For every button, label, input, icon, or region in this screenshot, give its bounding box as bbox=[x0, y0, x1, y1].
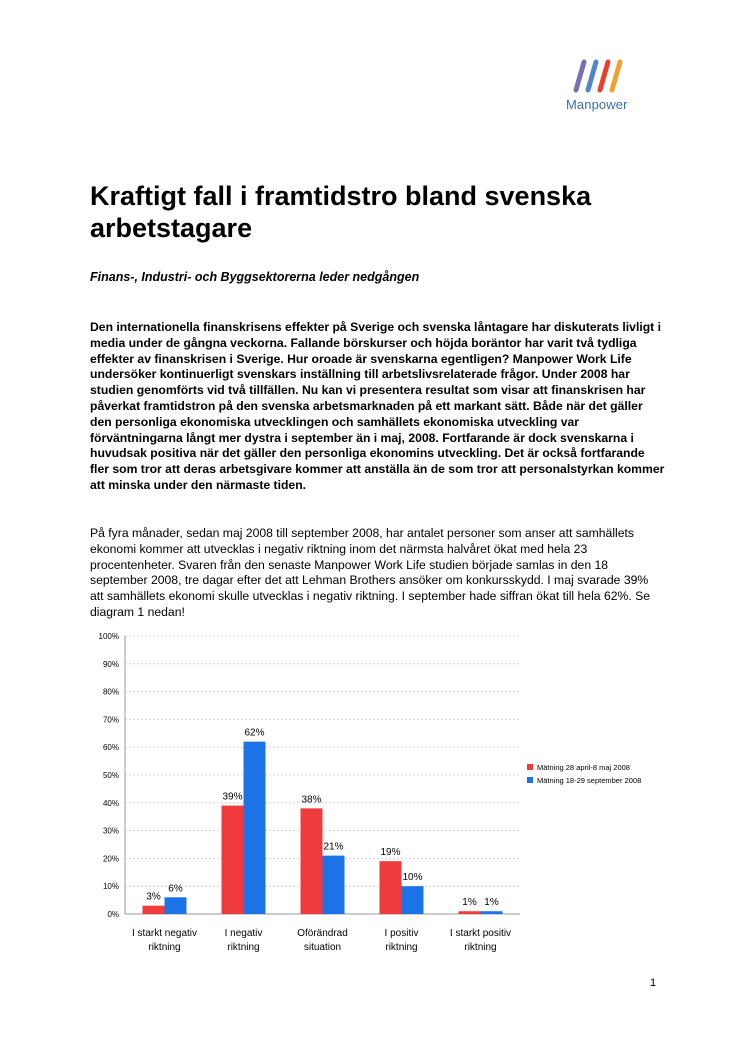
legend-entry: Mätning 18-29 september 2008 bbox=[537, 776, 642, 785]
bar bbox=[459, 911, 481, 914]
bar bbox=[143, 906, 165, 914]
data-label: 38% bbox=[301, 794, 322, 806]
x-tick-label: I negativ bbox=[224, 928, 263, 939]
data-label: 39% bbox=[222, 791, 243, 803]
bar bbox=[380, 861, 402, 914]
data-label: 3% bbox=[146, 891, 161, 903]
y-tick-label: 30% bbox=[102, 826, 119, 836]
bar bbox=[301, 808, 323, 914]
data-label: 62% bbox=[244, 727, 265, 739]
logo-text: Manpower bbox=[566, 97, 628, 112]
x-tick-label: Oförändrad bbox=[297, 928, 348, 939]
bar bbox=[402, 886, 424, 914]
page-number: 1 bbox=[650, 977, 657, 989]
data-label: 21% bbox=[323, 841, 344, 853]
x-tick-label: riktning bbox=[385, 942, 418, 953]
y-tick-label: 20% bbox=[102, 854, 119, 864]
x-tick-label: riktning bbox=[227, 942, 260, 953]
y-tick-label: 0% bbox=[107, 910, 119, 919]
x-tick-label: I starkt positiv bbox=[449, 928, 512, 939]
logo-stripe bbox=[600, 62, 608, 90]
bar bbox=[244, 742, 266, 914]
page-title: Kraftigt fall i framtidstro bland svenska arbetstagare bbox=[90, 181, 592, 243]
lead-paragraph: Den internationella finanskrisens effekter på Sverige och svenska låntagare har diskuterats livligt i media under de gångna veckorna. Fallande börskurser och höjda boräntor har varit två tydliga effekter av finanskrisen i Sverige. Hur oroade är svenskarna egentligen? Manpower Work Life undersöker kontinuerligt svenskars inställning till arbetslivsrelaterade frågor. Under 2008 har studien genomförts vid två tillfällen. Nu kan vi presentera resultat som visar att finanskrisen har påverkat framtidstron på den svenska arbetsmarknaden på ett markant sätt. Både när det gäller den personliga ekonomiska utvecklingen och samhällets ekonomiska utveckling var förväntningarna långt mer dystra i september än i maj, 2008. Fortfarande är dock svenskarna i huvudsak positiva när det gäller den personliga ekonomins utveckling. Det är också fortfarande fler som tror att deras arbetsgivare kommer att anställa än de som tror att personalstyrkan kommer att minska under den närmaste tiden. bbox=[90, 320, 665, 492]
subtitle: Finans-, Industri- och Byggsektorerna leder nedgången bbox=[90, 270, 420, 284]
legend-swatch bbox=[527, 777, 533, 783]
y-tick-label: 60% bbox=[102, 743, 119, 753]
logo-stripe bbox=[588, 62, 596, 90]
bar bbox=[481, 911, 503, 914]
y-tick-label: 80% bbox=[102, 687, 119, 697]
logo-stripe bbox=[576, 62, 584, 90]
y-tick-label: 100% bbox=[98, 632, 119, 641]
data-label: 10% bbox=[402, 872, 423, 884]
x-tick-label: I positiv bbox=[384, 928, 419, 939]
bar bbox=[323, 856, 345, 914]
legend-entry: Mätning 28 april-8 maj 2008 bbox=[537, 763, 630, 772]
y-tick-label: 90% bbox=[102, 659, 119, 669]
y-tick-label: 50% bbox=[102, 771, 119, 780]
x-tick-label: riktning bbox=[148, 942, 181, 953]
bar bbox=[222, 806, 244, 914]
x-tick-label: riktning bbox=[464, 942, 497, 953]
data-label: 1% bbox=[462, 897, 477, 909]
data-label: 1% bbox=[484, 897, 499, 909]
body-paragraph: På fyra månader, sedan maj 2008 till september 2008, har antalet personer som anser att samhällets ekonomi kommer att utvecklas i negativ riktning inom det närmsta halvåret ökat med hela 23 procentenheter. Svaren från den senaste Manpower Work Life studien började samlas in den 18 september 2008, tre dagar efter det att Lehman Brothers ansöker om konkursskydd. I maj svarade 39% att samhällets ekonomi skulle utvecklas i negativ riktning. I september hade siffran ökat till hela 62%. Se diagram 1 nedan! bbox=[90, 526, 651, 619]
data-label: 6% bbox=[168, 883, 183, 895]
logo-stripe bbox=[612, 62, 620, 90]
legend-swatch bbox=[527, 764, 533, 770]
x-tick-label: I starkt negativ bbox=[131, 928, 198, 939]
bar bbox=[165, 897, 187, 914]
y-tick-label: 10% bbox=[102, 882, 119, 892]
y-tick-label: 70% bbox=[102, 715, 119, 725]
y-tick-label: 40% bbox=[102, 798, 119, 808]
x-tick-label: situation bbox=[303, 942, 342, 953]
data-label: 19% bbox=[380, 847, 401, 859]
bar-chart bbox=[80, 626, 670, 966]
